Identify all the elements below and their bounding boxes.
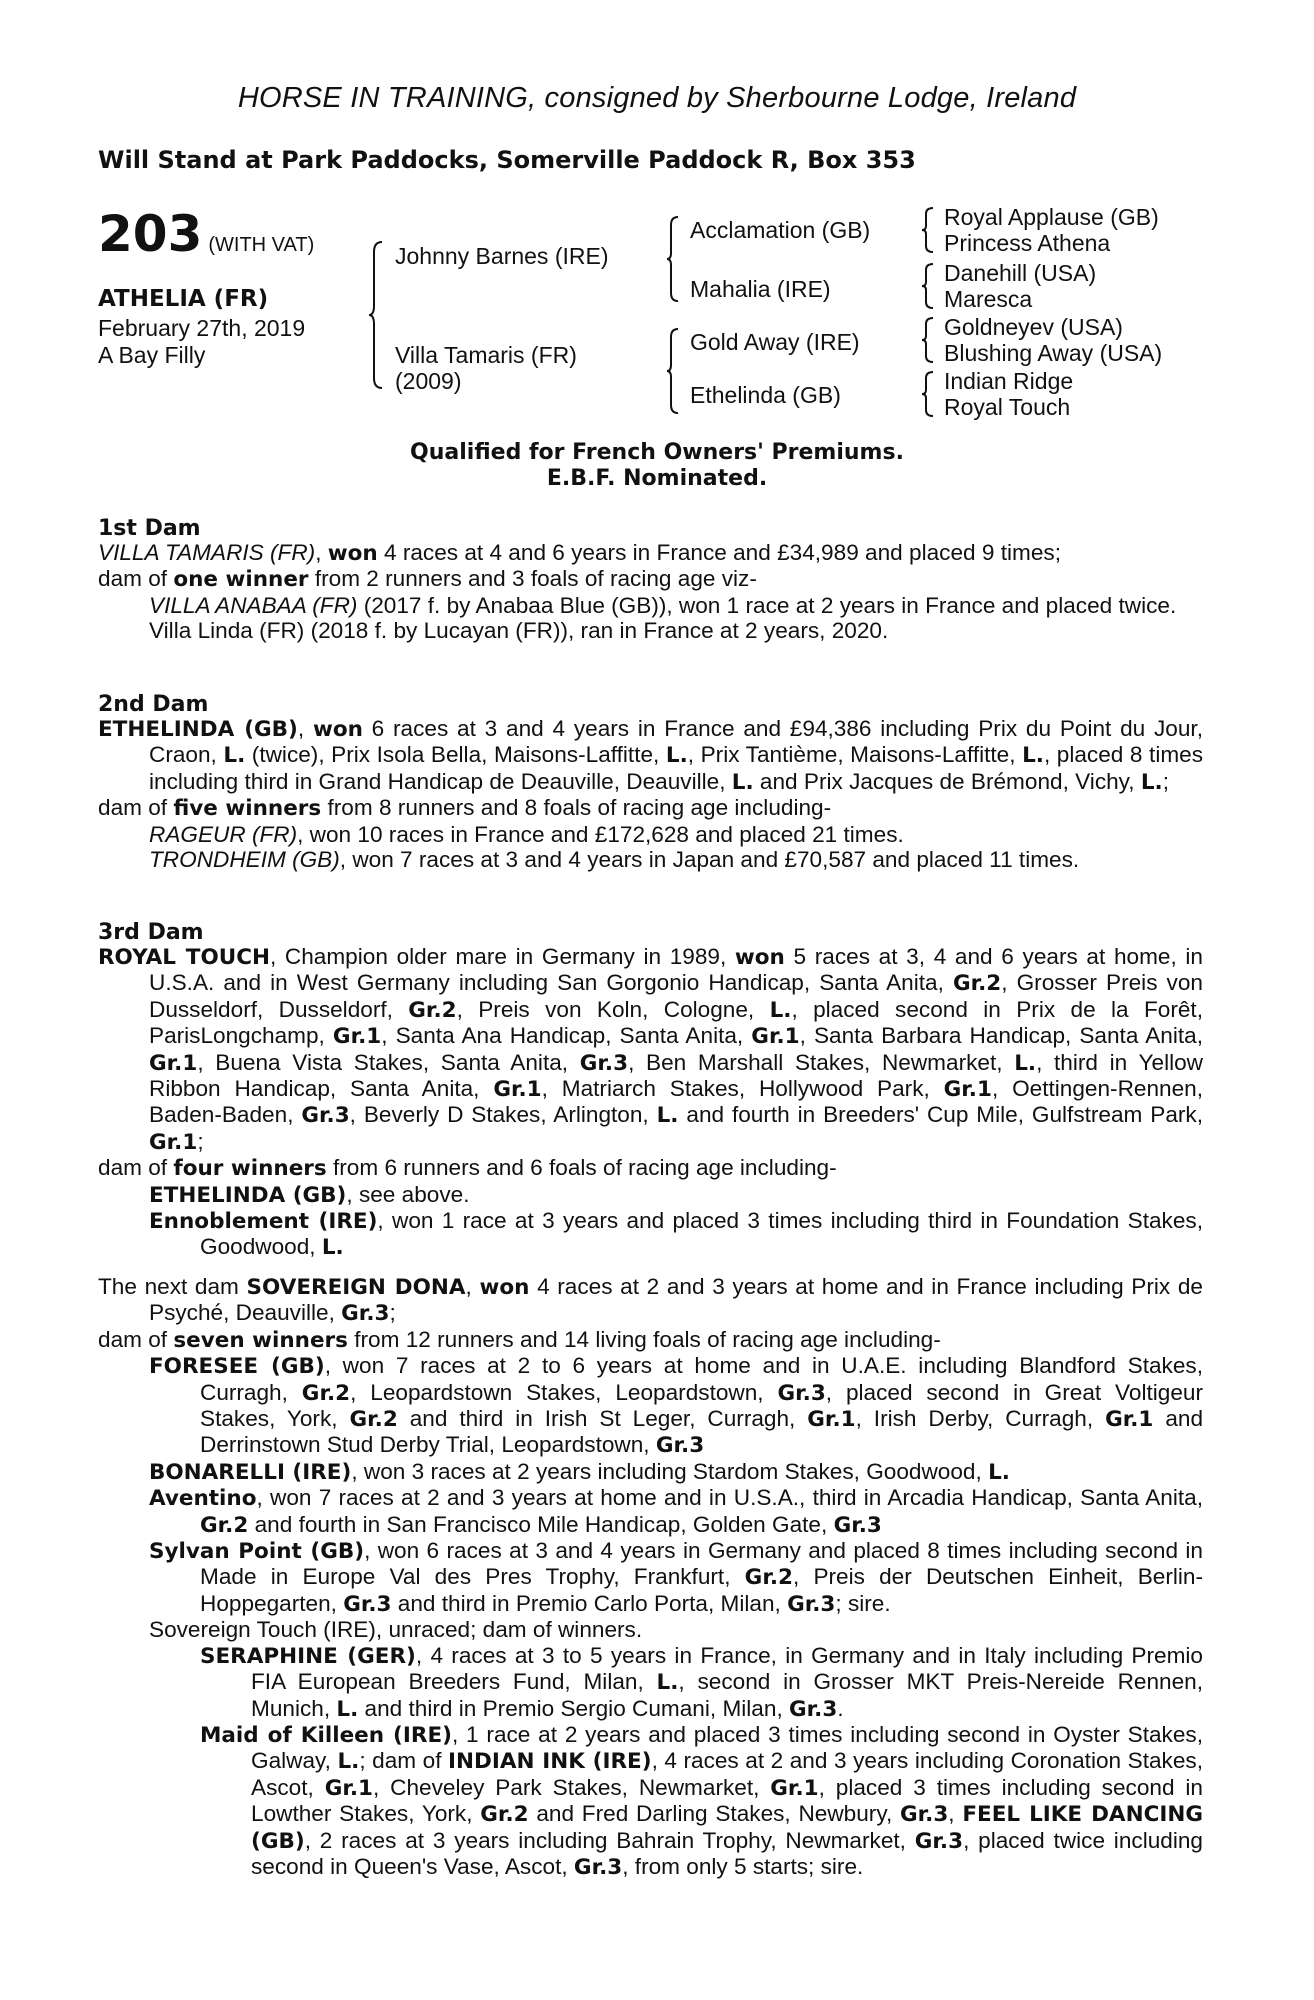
pedigree-brace-gg3 <box>921 316 935 364</box>
produce-entry: Aventino, won 7 races at 2 and 3 years at home and in U.S.A., third in Arcadia Handicap, Santa Anita, Gr.2 and fourth in San Francisco Mile Handicap, Golden Gate, Gr.3 <box>149 1485 1203 1538</box>
produce-entry: Villa Linda (FR) (2018 f. by Lucayan (FR)), ran in France at 2 years, 2020. <box>149 618 889 644</box>
foaling-date: February 27th, 2019 <box>98 315 306 341</box>
sire-sire: Acclamation (GB) <box>690 217 871 243</box>
produce-entry: ETHELINDA (GB), see above. <box>149 1181 470 1208</box>
horse-name: VILLA TAMARIS (FR) <box>98 540 316 565</box>
dam-dam: Ethelinda (GB) <box>690 382 841 408</box>
next-dam-produce-summary: dam of seven winners from 12 runners and 14 living foals of racing age including- <box>98 1326 941 1353</box>
ancestor-royal-applause: Royal Applause (GB) <box>944 204 1159 230</box>
ancestor-goldneyev: Goldneyev (USA) <box>944 314 1123 340</box>
produce-entry: SERAPHINE (GER), 4 races at 3 to 5 years in France, in Germany and in Italy including Premio FIA European Breeders Fund, Milan, L., second in Grosser MKT Preis-Nereide Rennen, Munich, L. and third in Premio Sergio Cumani, Milan, Gr.3. <box>200 1642 1203 1722</box>
third-dam-section <box>98 944 1203 1261</box>
second-dam-produce-summary: dam of five winners from 8 runners and 8 foals of racing age including- <box>98 795 832 822</box>
produce-entry: BONARELLI (IRE), won 3 races at 2 years including Stardom Stakes, Goodwood, L. <box>149 1458 1010 1485</box>
pedigree-brace-dam <box>666 327 680 415</box>
third-dam-heading: 3rd Dam <box>98 920 204 945</box>
produce-entry: Sovereign Touch (IRE), unraced; dam of winners. <box>149 1617 643 1643</box>
produce-entry: Ennoblement (IRE), won 1 race at 3 years and placed 3 times including third in Foundation Stakes, Goodwood, L. <box>149 1208 1203 1261</box>
lot-number-block <box>98 205 314 263</box>
produce-entry: Maid of Killeen (IRE), 1 race at 2 years and placed 3 times including second in Oyster Stakes, Galway, L.; dam of INDIAN INK (IRE), 4 races at 2 and 3 years including Coronation Stakes, Ascot, Gr.1, Cheveley Park Stakes, Newmarket, Gr.1, placed 3 times including second in Lowther Stakes, York, Gr.2 and Fred Darling Stakes, Newbury, Gr.3, FEEL LIKE DANCING (GB), 2 races at 3 years including Bahrain Trophy, Newmarket, Gr.3, placed twice including second in Queen's Vase, Ascot, Gr.3, from only 5 starts; sire. <box>200 1721 1203 1880</box>
next-dam-record: The next dam SOVEREIGN DONA, won 4 races at 2 and 3 years at home and in France including Prix de Psyché, Deauville, Gr.3; <box>98 1274 1203 1327</box>
produce-entry: VILLA ANABAA (FR) (2017 f. by Anabaa Blue (GB)), won 1 race at 2 years in France and placed twice. <box>149 592 1177 618</box>
ancestor-indian-ridge: Indian Ridge <box>944 368 1074 394</box>
pedigree-brace-gg4 <box>921 370 935 418</box>
pedigree-brace-main <box>368 240 384 390</box>
produce-entry: Sylvan Point (GB), won 6 races at 3 and 4 years in Germany and placed 8 times including second in Made in Europe Val des Pres Trophy, Frankfurt, Gr.2, Preis der Deutschen Einheit, Berlin-Hoppegarten, Gr.3 and third in Premio Carlo Porta, Milan, Gr.3; sire. <box>149 1538 1203 1617</box>
next-dam-section <box>98 1274 1203 1880</box>
ancestor-royal-touch: Royal Touch <box>944 394 1071 420</box>
horse-name: ATHELIA (FR) <box>98 286 269 312</box>
horse-description: A Bay Filly <box>98 342 206 368</box>
french-premiums-notice: Qualified for French Owners' Premiums. <box>410 440 904 465</box>
ancestor-danehill: Danehill (USA) <box>944 260 1097 286</box>
pedigree-brace-gg1 <box>921 206 935 254</box>
first-dam-section <box>98 540 1203 644</box>
dam: Villa Tamaris (FR) <box>395 342 577 368</box>
stand-location: Will Stand at Park Paddocks, Somerville Paddock R, Box 353 <box>98 146 916 174</box>
ebf-notice: E.B.F. Nominated. <box>546 466 768 491</box>
second-dam-section <box>98 716 1203 872</box>
page-title: HORSE IN TRAINING, consigned by Sherbourne Lodge, Ireland <box>237 82 1077 114</box>
sire: Johnny Barnes (IRE) <box>395 243 609 269</box>
pedigree-brace-gg2 <box>921 262 935 310</box>
third-dam-record: ROYAL TOUCH, Champion older mare in Germany in 1989, won 5 races at 3, 4 and 6 years at home, in U.S.A. and in West Germany including San Gorgonio Handicap, Santa Anita, Gr.2, Grosser Preis von Dusseldorf, Dusseldorf, Gr.2, Preis von Koln, Cologne, L., placed second in Prix de la Forêt, ParisLongchamp, Gr.1, Santa Ana Handicap, Santa Anita, Gr.1, Santa Barbara Handicap, Santa Anita, Gr.1, Buena Vista Stakes, Santa Anita, Gr.3, Ben Marshall Stakes, Newmarket, L., third in Yellow Ribbon Handicap, Santa Anita, Gr.1, Matriarch Stakes, Hollywood Park, Gr.1, Oettingen-Rennen, Baden-Baden, Gr.3, Beverly D Stakes, Arlington, L. and fourth in Breeders' Cup Mile, Gulfstream Park, Gr.1; <box>98 944 1204 1155</box>
pedigree-brace-sire <box>666 215 680 303</box>
first-dam-heading: 1st Dam <box>98 516 201 541</box>
second-dam-heading: 2nd Dam <box>98 692 209 717</box>
first-dam-record: VILLA TAMARIS (FR), won 4 races at 4 and 6 years in France and £34,989 and placed 9 times; <box>98 540 1061 566</box>
dam-year: (2009) <box>395 368 462 394</box>
produce-entry: TRONDHEIM (GB), won 7 races at 3 and 4 years in Japan and £70,587 and placed 11 times. <box>149 847 1080 873</box>
lot-number: 203 <box>98 205 203 263</box>
sire-dam: Mahalia (IRE) <box>690 276 831 302</box>
dam-sire: Gold Away (IRE) <box>690 329 860 355</box>
vat-note: (WITH VAT) <box>208 234 315 256</box>
third-dam-produce-summary: dam of four winners from 6 runners and 6 foals of racing age including- <box>98 1155 837 1182</box>
second-dam-record: ETHELINDA (GB), won 6 races at 3 and 4 years in France and £94,386 including Prix du Point du Jour, Craon, L. (twice), Prix Isola Bella, Maisons-Laffitte, L., Prix Tantième, Maisons-Laffitte, L., placed 8 times including third in Grand Handicap de Deauville, Deauville, L. and Prix Jacques de Brémond, Vichy, L.; <box>98 716 1204 795</box>
first-dam-produce-summary: dam of one winner from 2 runners and 3 foals of racing age viz- <box>98 566 757 593</box>
produce-entry: FORESEE (GB), won 7 races at 2 to 6 years at home and in U.A.E. including Blandford Stakes, Curragh, Gr.2, Leopardstown Stakes, Leopardstown, Gr.3, placed second in Great Voltigeur Stakes, York, Gr.2 and third in Irish St Leger, Curragh, Gr.1, Irish Derby, Curragh, Gr.1 and Derrinstown Stud Derby Trial, Leopardstown, Gr.3 <box>149 1353 1204 1459</box>
produce-entry: RAGEUR (FR), won 10 races in France and £172,628 and placed 21 times. <box>149 821 904 847</box>
ancestor-princess-athena: Princess Athena <box>944 230 1111 256</box>
ancestor-blushing-away: Blushing Away (USA) <box>944 340 1163 366</box>
ancestor-maresca: Maresca <box>944 286 1033 312</box>
